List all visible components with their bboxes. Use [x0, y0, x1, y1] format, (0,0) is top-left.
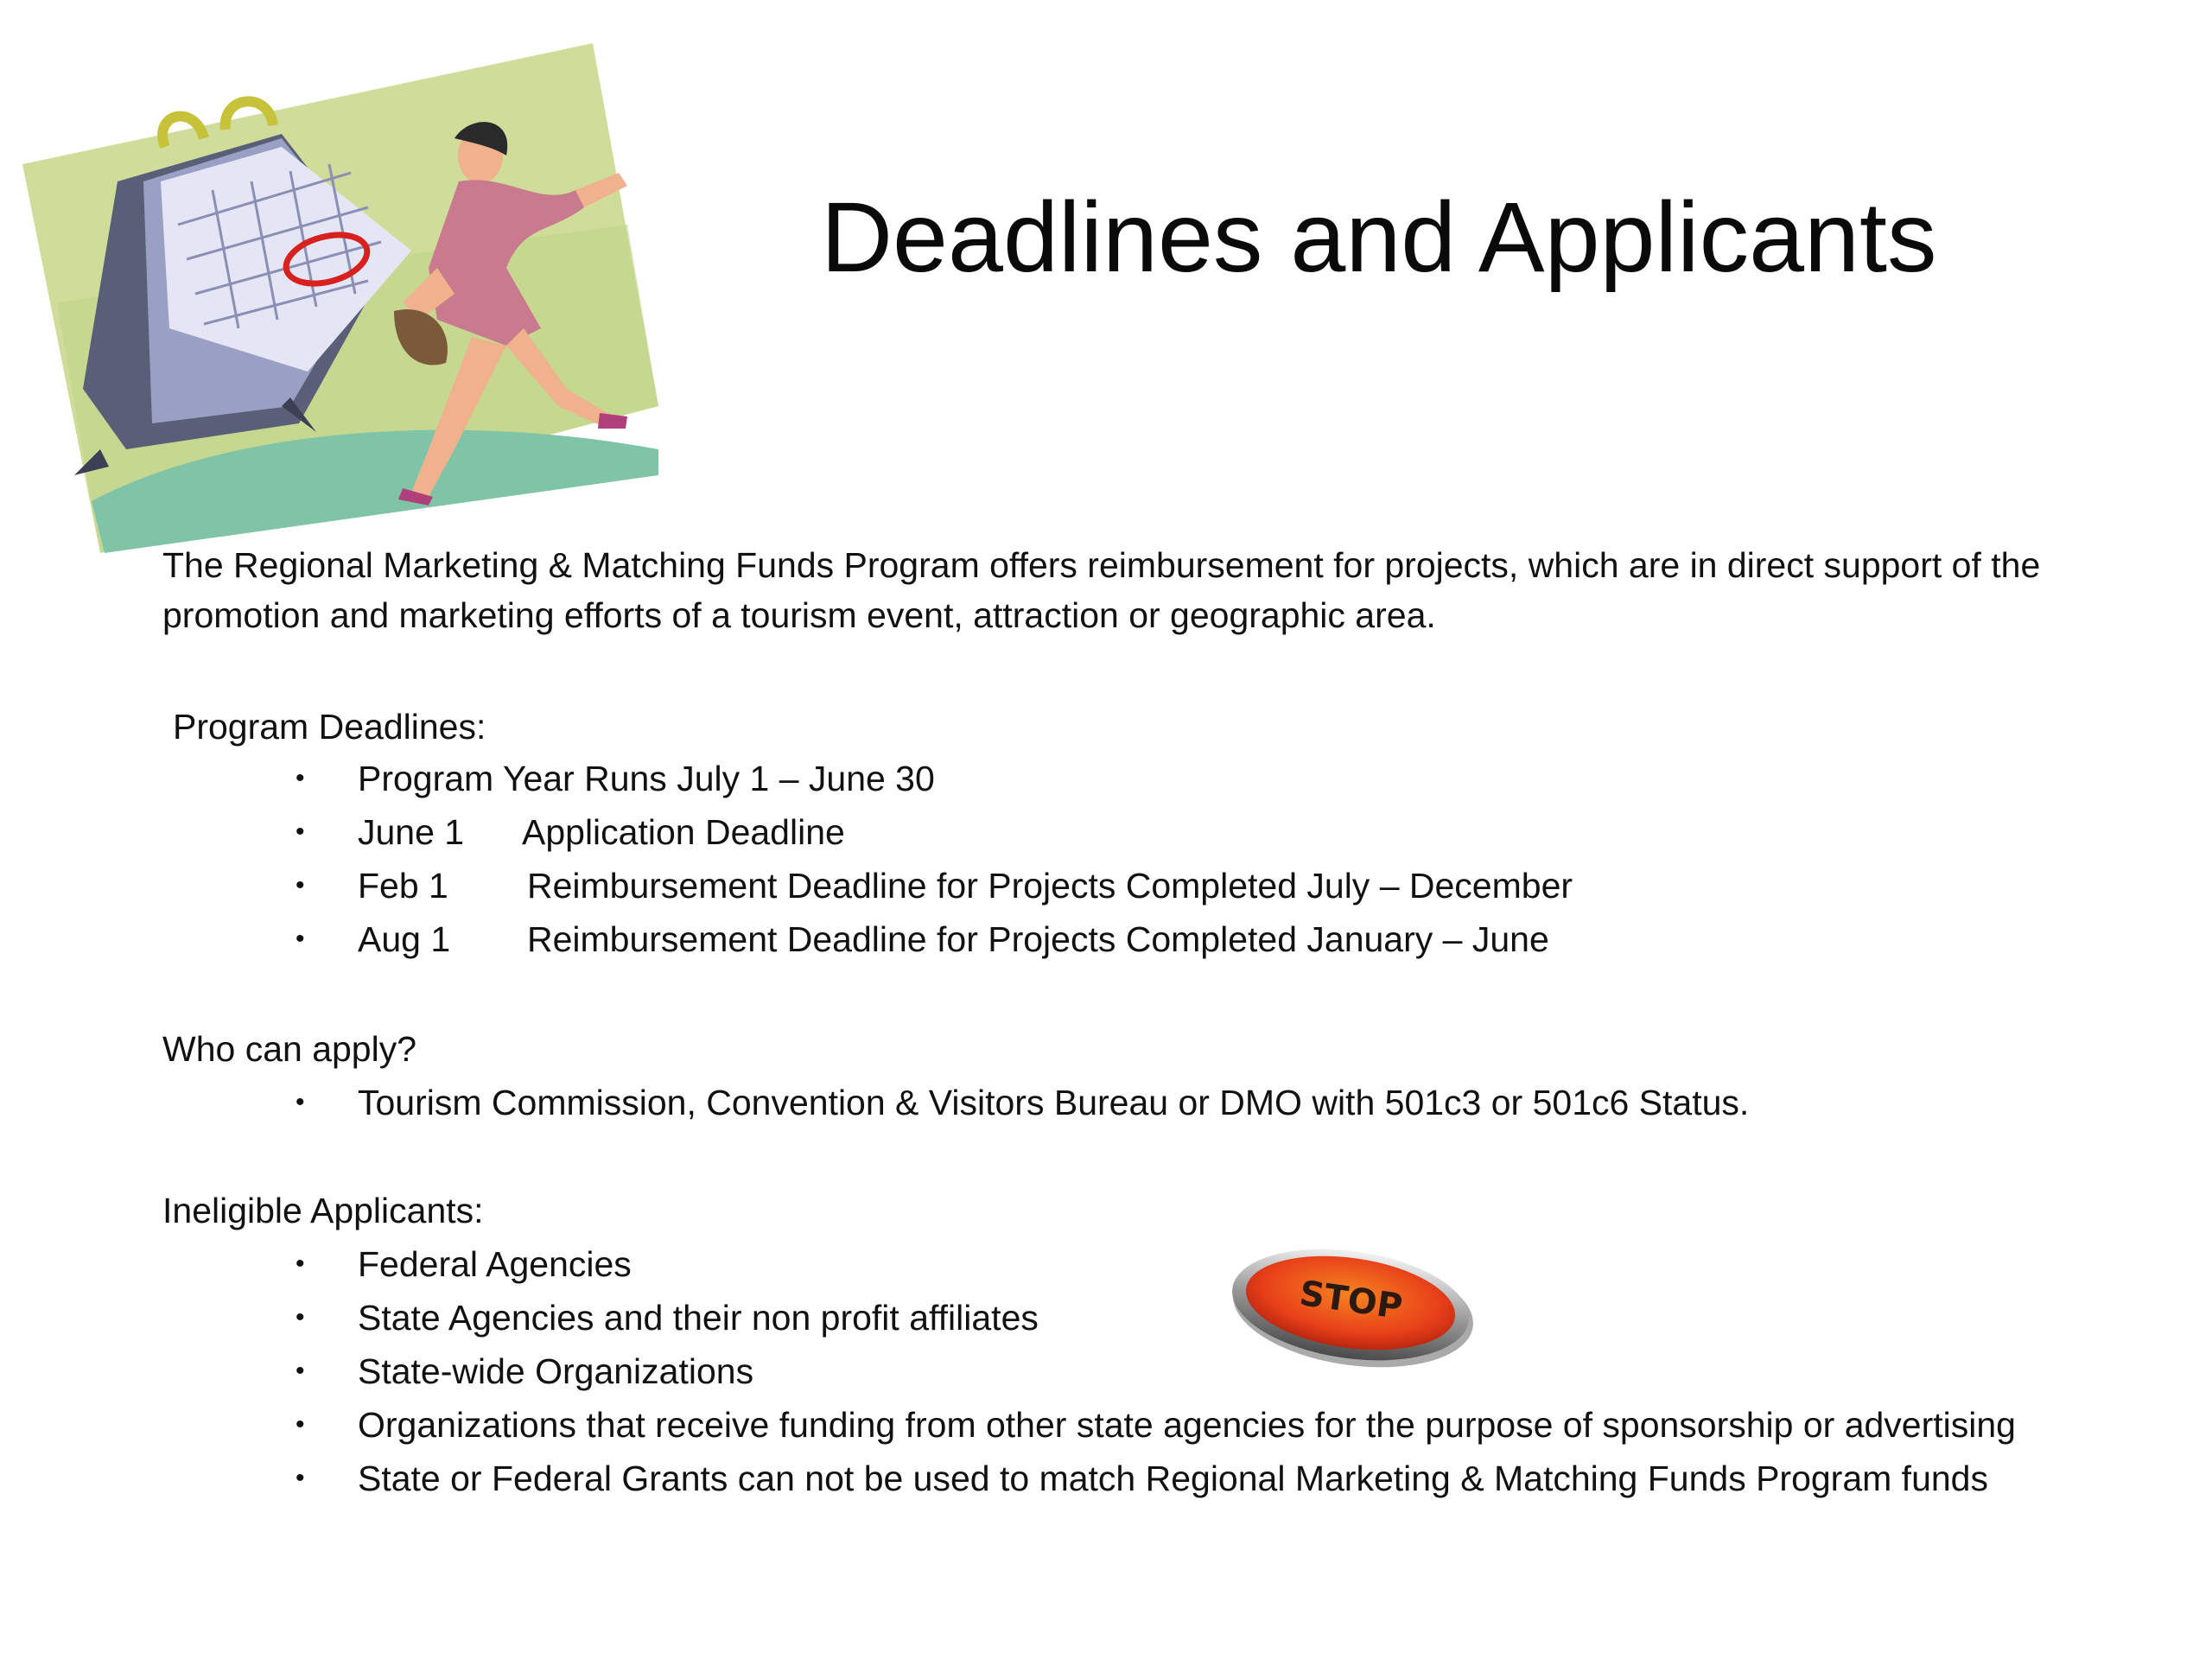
- ineligible-item-text: State Agencies and their non profit affiliates: [358, 1298, 1039, 1338]
- ineligible-list: [296, 1239, 2016, 1507]
- ineligible-item-text: State-wide Organizations: [358, 1351, 754, 1391]
- deadline-date: June 1: [358, 812, 465, 852]
- bullet-icon: •: [296, 817, 305, 846]
- list-item: [296, 914, 1573, 968]
- deadline-description: Application Deadline: [522, 812, 845, 852]
- list-item: [296, 1400, 2016, 1453]
- ineligible-applicants-heading: Ineligible Applicants:: [162, 1191, 484, 1230]
- deadline-date: Aug 1: [358, 919, 451, 959]
- bullet-icon: •: [296, 925, 305, 953]
- bullet-icon: •: [296, 1464, 305, 1492]
- program-year-text: Program Year Runs July 1 – June 30: [358, 759, 935, 798]
- list-item: [296, 807, 1573, 861]
- list-item: [296, 1239, 2016, 1293]
- bullet-icon: •: [296, 1249, 305, 1278]
- who-can-apply-list: [296, 1077, 1749, 1131]
- deadline-date: Feb 1: [358, 866, 448, 906]
- bullet-icon: •: [296, 871, 305, 899]
- bullet-icon: •: [296, 1088, 305, 1116]
- list-item: [296, 1453, 2016, 1507]
- stop-label: STOP: [1297, 1273, 1405, 1328]
- deadline-description: Reimbursement Deadline for Projects Completed July – December: [527, 866, 1573, 906]
- eligible-applicant-text: Tourism Commission, Convention & Visitors Bureau or DMO with 501c3 or 501c6 Status.: [358, 1083, 1750, 1122]
- ineligible-item-text: Organizations that receive funding from other state agencies for the purpose of sponsorship or advertising: [358, 1405, 2016, 1445]
- slide-title: Deadlines and Applicants: [821, 182, 1937, 293]
- list-item: [296, 1346, 2016, 1400]
- deadlines-list: [296, 753, 1573, 968]
- list-item: [296, 861, 1573, 914]
- ineligible-item-text: Federal Agencies: [358, 1244, 632, 1284]
- stop-button-icon: [1225, 1243, 1476, 1369]
- bullet-icon: •: [296, 1357, 305, 1385]
- deadline-description: Reimbursement Deadline for Projects Completed January – June: [527, 919, 1549, 959]
- bullet-icon: •: [296, 764, 305, 792]
- who-can-apply-heading: Who can apply?: [162, 1029, 417, 1069]
- list-item: [296, 753, 1573, 807]
- bullet-icon: •: [296, 1303, 305, 1332]
- program-deadlines-heading: Program Deadlines:: [173, 707, 486, 747]
- list-item: [296, 1077, 1749, 1131]
- bullet-icon: •: [296, 1410, 305, 1439]
- list-item: [296, 1293, 2016, 1346]
- ineligible-item-text: State or Federal Grants can not be used to match Regional Marketing & Matching Funds Program funds: [358, 1459, 1988, 1498]
- calendar-deadline-clipart: [22, 43, 658, 553]
- intro-paragraph: The Regional Marketing & Matching Funds Program offers reimbursement for projects, which are in direct support of the promotion and marketing efforts of a tourism event, attraction or geographic area.: [162, 545, 2041, 635]
